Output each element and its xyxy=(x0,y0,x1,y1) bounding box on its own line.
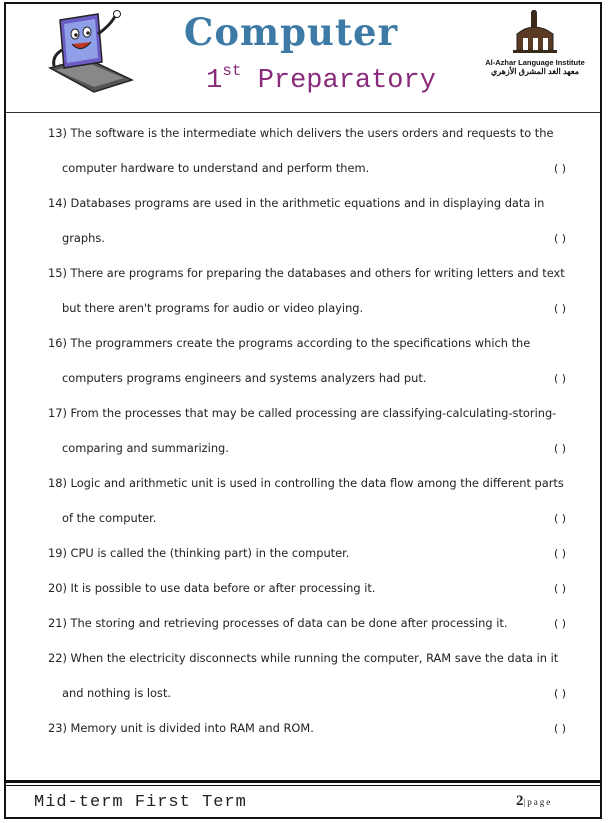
question-text: computers programs engineers and systems analyzers had put. xyxy=(62,371,427,385)
question-line xyxy=(6,466,600,501)
page-title: Computer xyxy=(183,10,399,54)
page-header xyxy=(6,4,600,113)
question-text: 13) The software is the intermediate which delivers the users orders and requests to the xyxy=(48,126,554,140)
question-list xyxy=(6,116,600,746)
question-line xyxy=(6,431,600,466)
question-text: but there aren't programs for audio or video playing. xyxy=(62,301,364,315)
footer-divider xyxy=(6,780,600,783)
question-line xyxy=(6,641,600,676)
page-number-value: 2 xyxy=(516,793,524,809)
question-text: 19) CPU is called the (thinking part) in the computer. xyxy=(48,546,350,560)
grade-subtitle xyxy=(176,62,466,96)
answer-blank[interactable]: ( ) xyxy=(554,617,567,630)
page-label: |page xyxy=(523,797,553,807)
question-text: graphs. xyxy=(62,231,105,245)
question-text: 22) When the electricity disconnects while running the computer, RAM save the data in it xyxy=(48,651,559,665)
question-line xyxy=(6,291,600,326)
question-line xyxy=(6,676,600,711)
logo-english-name: Al-Azhar Language Institute xyxy=(485,58,585,67)
answer-blank[interactable]: ( ) xyxy=(554,302,567,315)
question-item xyxy=(6,711,600,746)
question-text: 18) Logic and arithmetic unit is used in controlling the data flow among the different parts xyxy=(48,476,564,490)
answer-blank[interactable]: ( ) xyxy=(554,687,567,700)
answer-blank[interactable]: ( ) xyxy=(554,582,567,595)
question-item xyxy=(6,116,600,186)
question-line xyxy=(6,361,600,396)
question-text: computer hardware to understand and perform them. xyxy=(62,161,370,175)
question-item xyxy=(6,571,600,606)
question-item xyxy=(6,536,600,571)
question-item xyxy=(6,641,600,711)
question-line xyxy=(6,571,600,606)
answer-blank[interactable]: ( ) xyxy=(554,547,567,560)
question-text: 23) Memory unit is divided into RAM and ROM. xyxy=(48,721,314,735)
question-text: 17) From the processes that may be called processing are classifying-calculating-storing- xyxy=(48,406,557,420)
question-text: 21) The storing and retrieving processes of data can be done after processing it. xyxy=(48,616,508,630)
question-text: and nothing is lost. xyxy=(62,686,172,700)
question-text: 15) There are programs for preparing the databases and others for writing letters and text xyxy=(48,266,565,280)
answer-blank[interactable]: ( ) xyxy=(554,372,567,385)
question-item xyxy=(6,256,600,326)
answer-blank[interactable]: ( ) xyxy=(554,512,567,525)
institute-logo xyxy=(476,10,594,100)
question-item xyxy=(6,326,600,396)
question-item xyxy=(6,186,600,256)
term-label: Mid-term First Term xyxy=(34,793,247,812)
question-text: of the computer. xyxy=(62,511,157,525)
institute-emblem-icon xyxy=(509,10,561,56)
question-item xyxy=(6,466,600,536)
question-line xyxy=(6,256,600,291)
footer-divider-thin xyxy=(6,785,600,786)
question-item xyxy=(6,396,600,466)
question-line xyxy=(6,221,600,256)
question-text: 16) The programmers create the programs according to the specifications which the xyxy=(48,336,531,350)
question-line xyxy=(6,326,600,361)
question-line xyxy=(6,186,600,221)
question-line xyxy=(6,501,600,536)
answer-blank[interactable]: ( ) xyxy=(554,722,567,735)
grade-number: 1 xyxy=(206,66,223,96)
question-line xyxy=(6,606,600,641)
logo-arabic-name: معهد الغد المشرق الأزهري xyxy=(490,67,579,76)
laptop-mascot-icon xyxy=(46,10,134,94)
grade-label: Preparatory xyxy=(257,66,436,96)
exam-page xyxy=(4,2,602,819)
question-line xyxy=(6,536,600,571)
question-line xyxy=(6,116,600,151)
answer-blank[interactable]: ( ) xyxy=(554,442,567,455)
grade-ordinal-suffix: st xyxy=(222,62,242,80)
question-text: 20) It is possible to use data before or after processing it. xyxy=(48,581,376,595)
page-number xyxy=(516,793,552,810)
answer-blank[interactable]: ( ) xyxy=(554,162,567,175)
question-line xyxy=(6,711,600,746)
question-text: comparing and summarizing. xyxy=(62,441,229,455)
question-item xyxy=(6,606,600,641)
question-line xyxy=(6,151,600,186)
question-line xyxy=(6,396,600,431)
question-text: 14) Databases programs are used in the arithmetic equations and in displaying data in xyxy=(48,196,545,210)
answer-blank[interactable]: ( ) xyxy=(554,232,567,245)
